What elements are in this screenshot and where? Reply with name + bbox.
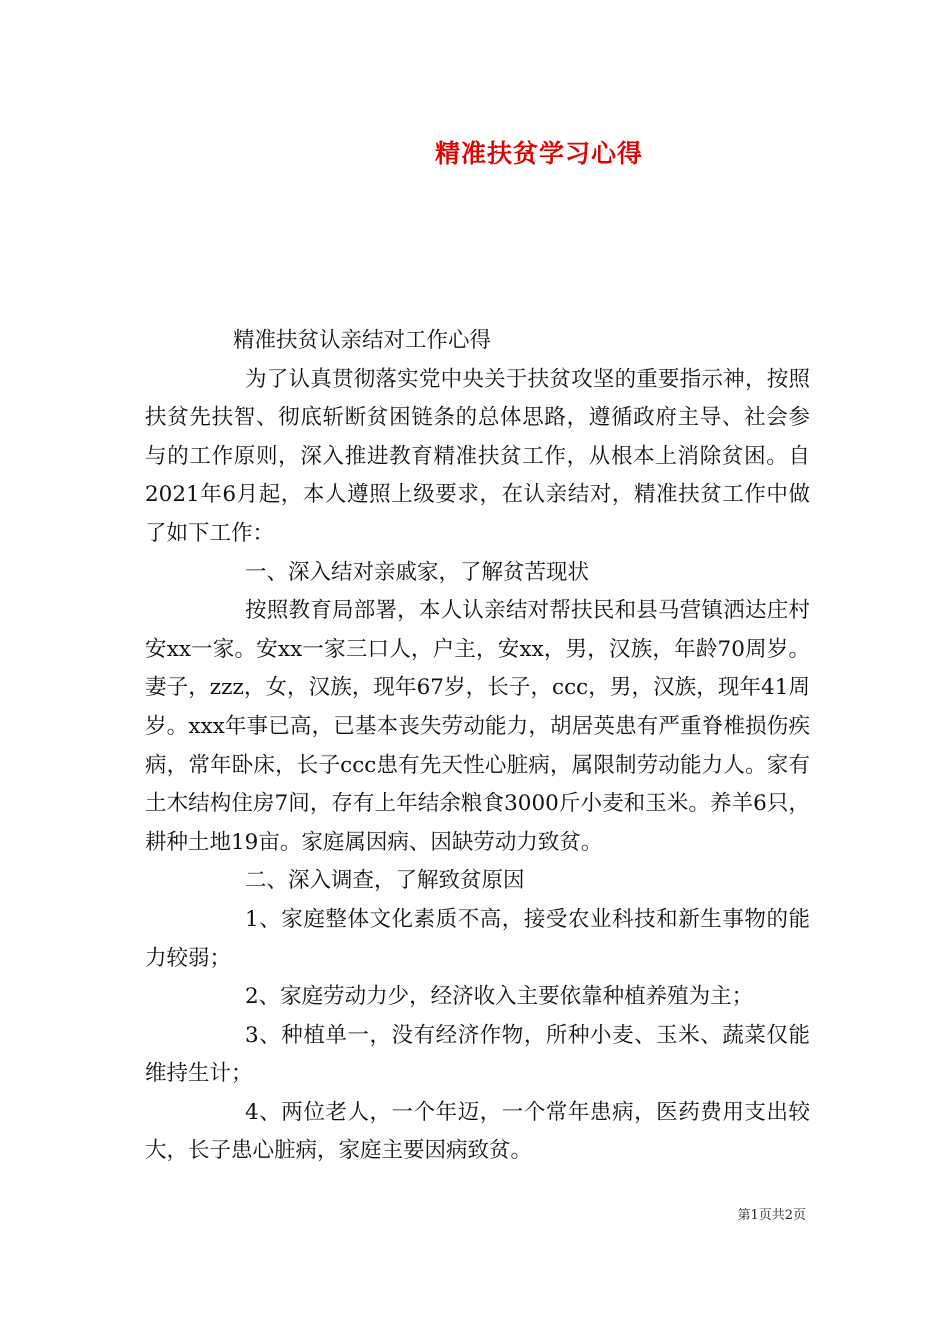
paragraph-intro: 为了认真贯彻落实党中央关于扶贫攻坚的重要指示神，按照扶贫先扶智、彻底斩断贫困链条的总体思路，遵循政府主导、社会参与的工作原则，深入推进教育精准扶贫工作，从根本上消除贫困。自2021年6月起，本人遵照上级要求，在认亲结对，精准扶贫工作中做了如下工作： xyxy=(145,366,810,546)
document-subtitle: 精准扶贫认亲结对工作心得 xyxy=(233,328,492,353)
paragraph-family-status: 按照教育局部署，本人认亲结对帮扶民和县马营镇洒达庄村安xx一家。安xx一家三口人，户主，安xx，男，汉族，年龄70周岁。妻子，zzz，女，汉族，现年67岁，长子，ccc，男，汉族，现年41周岁。xxx年事已高，已基本丧失劳动能力，胡居英患有严重脊椎损伤疾病，常年卧床，长子ccc患有先天性心脏病，属限制劳动能力人。家有土木结构住房7间，存有上年结余粮食3000斤小麦和玉米。养羊6只，耕种土地19亩。家庭属因病、因缺劳动力致贫。 xyxy=(145,598,810,855)
list-item-reason-3: 3、种植单一，没有经济作物，所种小麦、玉米、蔬菜仅能维持生计； xyxy=(145,1022,810,1087)
document-title: 精准扶贫学习心得 xyxy=(434,139,643,168)
list-item-reason-2: 2、家庭劳动力少，经济收入主要依靠种植养殖为主； xyxy=(245,984,754,1010)
list-item-reason-1: 1、家庭整体文化素质不高，接受农业科技和新生事物的能力较弱； xyxy=(145,906,810,971)
section-heading-1: 一、深入结对亲戚家，了解贫苦现状 xyxy=(245,559,590,585)
list-item-reason-4: 4、两位老人，一个年迈，一个常年患病，医药费用支出较大，长子患心脏病，家庭主要因病致贫。 xyxy=(145,1099,810,1164)
page-number-footer: 第1页共2页 xyxy=(737,1208,806,1223)
document-body xyxy=(145,322,810,1171)
section-heading-2: 二、深入调查，了解致贫原因 xyxy=(245,868,525,894)
